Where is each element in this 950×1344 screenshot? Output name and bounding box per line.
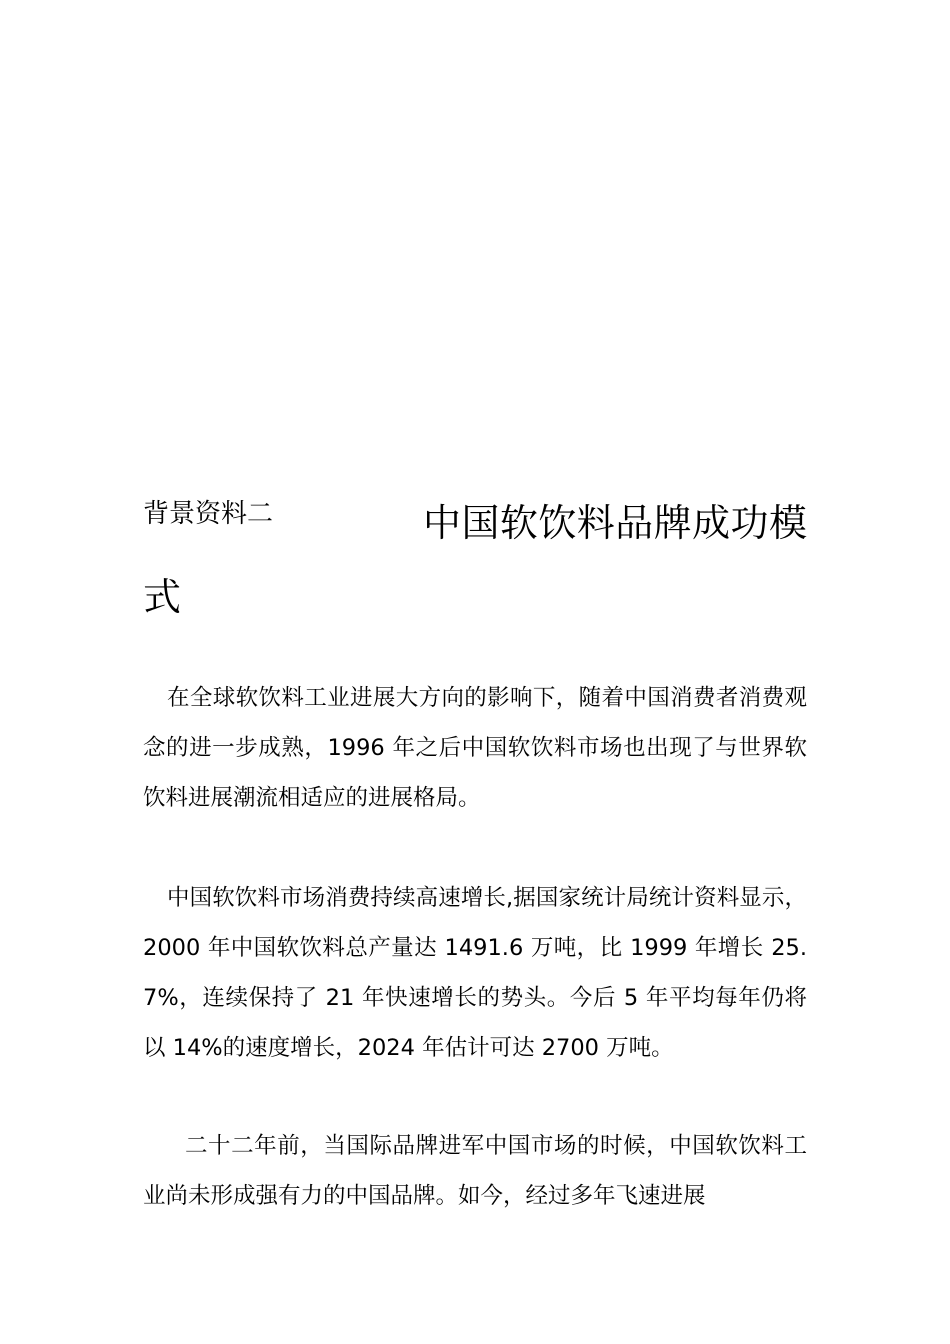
heading-label: 背景资料二	[143, 499, 274, 529]
document-body	[143, 478, 807, 1209]
paragraph-3: 二十二年前，当国际品牌进军中国市场的时候，中国软饮料工业尚未形成强有力的中国品牌。如今，经过多年飞速进展	[143, 1133, 807, 1209]
paragraph-1: 在全球软饮料工业进展大方向的影响下，随着中国消费者消费观念的进一步成熟，1996 年之后中国软饮料市场也出现了与世界软饮料进展潮流相适应的进展格局。	[143, 685, 807, 811]
section-heading	[143, 478, 807, 618]
paragraph-2: 中国软饮料市场消费持续高速增长,据国家统计局统计资料显示，2000 年中国软饮料总产量达 1491.6 万吨，比 1999 年增长 25.7%，连续保持了 21 年快速增长的势头。今后 5 年平均每年仍将以 14%的速度增长，2024 年估计可达 2700 万吨。	[143, 885, 807, 1061]
heading-title: 中国软饮料品牌成功模式	[143, 501, 807, 619]
